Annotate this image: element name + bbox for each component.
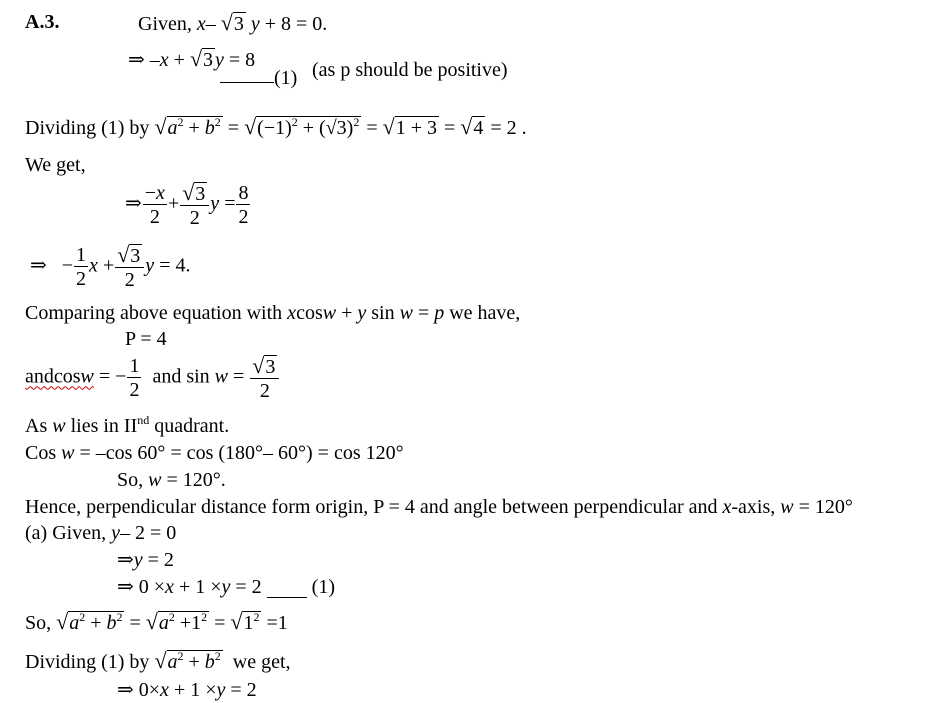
p-value: P = 4 — [125, 328, 167, 350]
given-equation: Given, x– √3 y + 8 = 0. — [138, 10, 328, 35]
equation-tag-1: (1) — [220, 62, 297, 83]
part-a-given: (a) Given, y– 2 = 0 — [25, 522, 177, 544]
cos-sin-values: andcosw = − $\frac{1}{2}$ and sin w = $\frac{√3}{2}$ — [25, 355, 280, 401]
comparing-line: Comparing above equation with xcosw + y sin w = p we have, — [25, 302, 521, 324]
part-a-final: ⇒ 0×x + 1 ×y = 2 — [117, 679, 257, 701]
positive-note: (as p should be positive) — [312, 59, 508, 81]
simplified-equation: ⇒ − $\frac{1}{2}$ x + $\frac{√3}{2}$ y = 4. — [30, 242, 191, 291]
dividing-line: Dividing (1) by $√a^2 + b^2 = √(-1)^2 + (√3)^2 = √1 + 3 = √4 = 2$ . — [25, 114, 527, 139]
hence-line: Hence, perpendicular distance form origin, P = 4 and angle between perpendicular and x-axis, w = 120° — [25, 496, 853, 518]
so-w-line: So, w = 120°. — [117, 469, 226, 491]
part-a-dividing-line: Dividing (1) by $√a^2 + b^2$ we get, — [25, 648, 291, 673]
part-a-step-2: ⇒ 0 ×x + 1 ×y = 2 (1) — [117, 576, 335, 598]
so-root-line: So, $√a^2 + b^2 = √a^2 +1^2 = √1^2 =1$ — [25, 609, 288, 634]
divided-equation: ⇒ $\frac{-x}{2}$ + $\frac{√3}{2}$ y = $\frac{8}{2}$ — [125, 180, 249, 229]
we-get-label: We get, — [25, 154, 86, 176]
cos-line: Cos w = –cos 60° = cos (180°– 60°) = cos 120° — [25, 442, 404, 464]
part-a-step-1: ⇒y = 2 — [117, 549, 174, 571]
problem-label: A.3. — [25, 11, 60, 33]
equation-step-1: ⇒ –x + √3 y = 8 — [128, 46, 256, 71]
quadrant-line: As w lies in IInd quadrant. — [25, 413, 230, 437]
